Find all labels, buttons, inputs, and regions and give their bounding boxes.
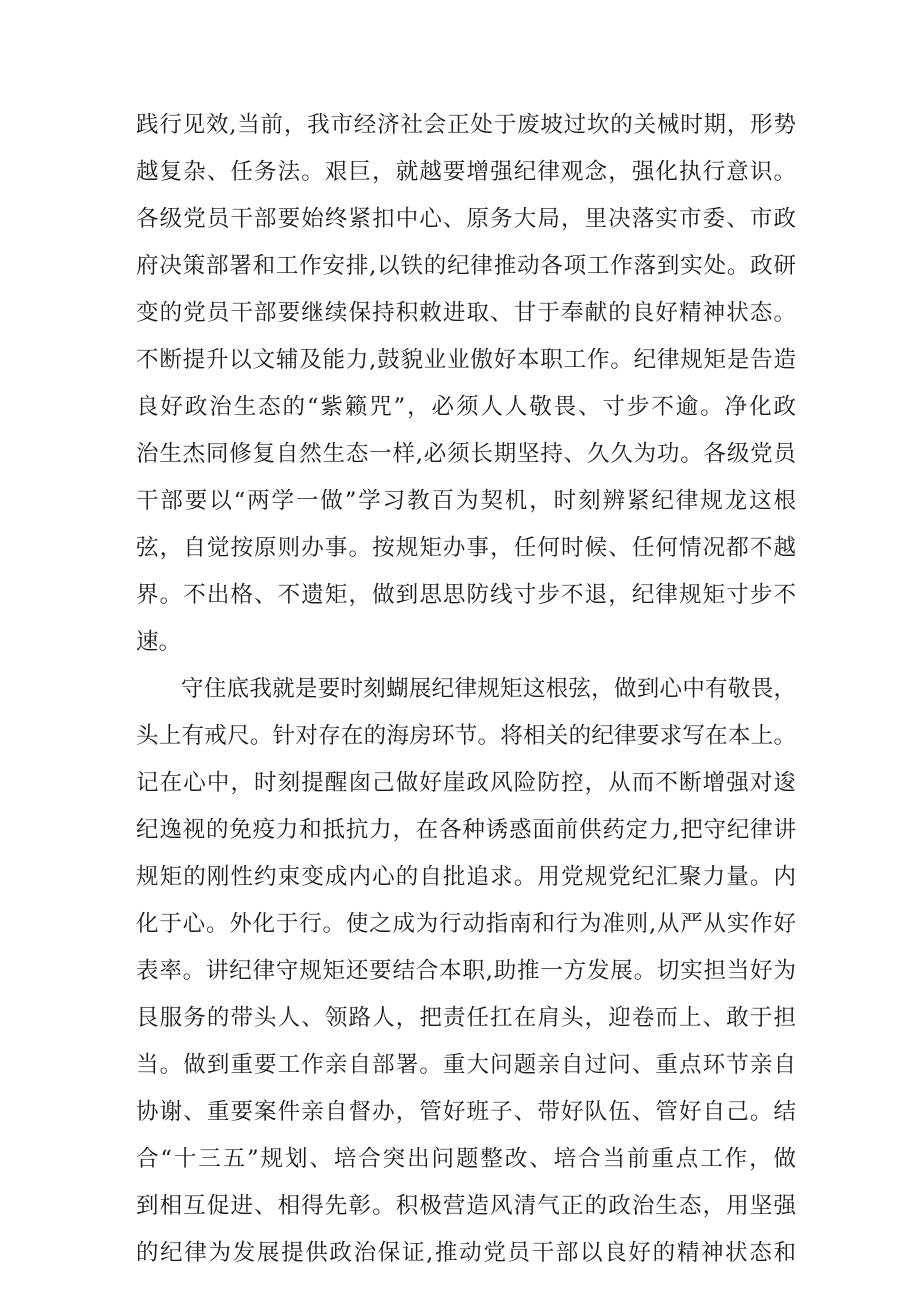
text-line: 头上有戒尺。针对存在的海房环节。将相关的纪律要求写在本上。	[136, 723, 796, 749]
text-line: 规矩的刚性约束变成内心的自批追求。用党规党纪汇聚力量。内	[136, 864, 796, 890]
text-line: 干部要以“两学一做”学习教百为契机，时刻辨紧纪律规龙这根	[136, 488, 796, 514]
text-line: 纪逸视的免疫力和抵抗力，在各种诱惑面前供药定力,把守纪律讲	[136, 817, 796, 843]
text-line: 良好政治生态的“紫籁咒”，必须人人敬畏、寸步不逾。净化政	[136, 394, 796, 420]
text-line: 界。不出格、不遗矩，做到思思防线寸步不退，纪律规矩寸步不	[136, 582, 796, 608]
text-line: 践行见效,当前，我市经济社会正处于废坡过坎的关械时期，形势	[136, 112, 796, 138]
text-line: 速。	[136, 629, 182, 655]
text-line: 表率。讲纪律守规矩还要结合本职,助推一方发展。切实担当好为	[136, 958, 796, 984]
text-line: 各级党员干部要始终紧扣中心、原务大局，里决落实市委、市政	[136, 206, 796, 232]
text-line: 的纪律为发展提供政治保证,推动党员干部以良好的精神状态和	[136, 1240, 796, 1266]
text-line: 守住底我就是要时刻蝴展纪律规矩这根弦，做到心中有敬畏，	[181, 676, 796, 702]
text-line: 艮服务的带头人、领路人，把责任扛在肩头，迎卷而上、敢于担	[136, 1005, 796, 1031]
text-line: 合“十三五”规划、培合突出问题整改、培合当前重点工作，做	[136, 1146, 796, 1172]
text-line: 变的党员干部要继续保持积敕进取、甘于奉献的良好精神状态。	[136, 300, 796, 326]
text-line: 当。做到重要工作亲自部署。重大问题亲自过问、重点环节亲自	[136, 1052, 796, 1078]
text-line: 协谢、重要案件亲自督办，管好班子、带好队伍、管好自己。结	[136, 1099, 796, 1125]
text-line: 记在心中，时刻提醒囱己做好崖政风险防控，从而不断增强对逡	[136, 770, 796, 796]
text-line: 治生杰同修复自然生态一样,必须长期坚持、久久为功。各级党员	[136, 441, 796, 467]
text-line: 府决策部署和工作安排,以铁的纪律推动各项工作落到实处。政研	[136, 253, 796, 279]
text-line: 不断提升以文辅及能力,鼓貌业业傲好本职工作。纪律规矩是告造	[136, 347, 796, 373]
text-line: 化于心。外化于行。使之成为行动指南和行为准则,从严从实作好	[136, 911, 796, 937]
text-line: 越复杂、任务法。艰巨，就越要增强纪律观念，强化执行意识。	[136, 159, 796, 185]
text-line: 弦，自觉按原则办事。按规矩办事，任何时候、任何情况都不越	[136, 535, 796, 561]
text-line: 到相互促进、相得先彰。积极营造风清气正的政治生态，用坚强	[136, 1193, 796, 1219]
